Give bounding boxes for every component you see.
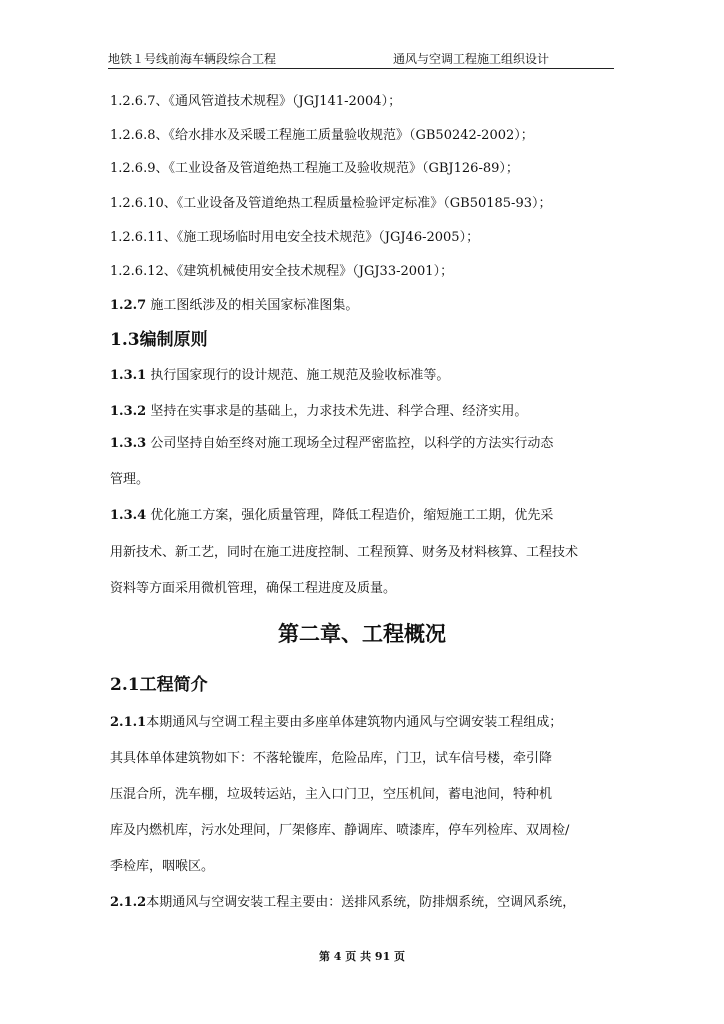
clause-1-3-4 <box>110 504 553 523</box>
section-heading-1-3: 1.3编制原则 <box>110 330 208 350</box>
clause-text-continued: 季检库，咽喉区。 <box>110 859 215 874</box>
reference-item: 1.2.6.9、《工业设备及管道绝热工程施工及验收规范》（GBJ126-89）； <box>110 161 519 176</box>
reference-item: 1.2.6.12、《建筑机械使用安全技术规程》（JGJ33-2001）； <box>110 264 454 279</box>
clause-number: 2.1.2 <box>110 895 147 910</box>
clause-1-3-2 <box>110 400 527 419</box>
clause-text: 执行国家现行的设计规范、施工规范及验收标准等。 <box>146 368 450 383</box>
clause-text-continued: 库及内燃机库，污水处理间，厂架修库、静调库、喷漆库，停车列检库、双周检/ <box>110 823 570 838</box>
page-header <box>108 48 614 69</box>
reference-item: 1.2.6.8、《给水排水及采暖工程施工质量验收规范》（GB50242-2002）； <box>110 128 534 143</box>
clause-text-continued: 管理。 <box>110 472 150 487</box>
clause-text-continued: 用新技术、新工艺，同时在施工进度控制、工程预算、财务及材料核算、工程技术 <box>110 545 579 560</box>
clause-number: 1.3.1 <box>110 368 147 383</box>
clause-text-continued: 资料等方面采用微机管理，确保工程进度及质量。 <box>110 581 397 596</box>
reference-item: 1.2.6.10、《工业设备及管道绝热工程质量检验评定标准》（GB50185-93）； <box>110 196 552 211</box>
clause-2-1-1 <box>110 711 562 730</box>
reference-item: 1.2.6.7、《通风管道技术规程》（JGJ141-2004）； <box>110 94 402 109</box>
clause-number: 1.2.7 <box>110 298 147 313</box>
clause-text-continued: 其具体单体建筑物如下：不落轮镟库，危险品库，门卫，试车信号楼，牵引降 <box>110 751 553 766</box>
clause-text: 施工图纸涉及的相关国家标准图集。 <box>146 298 359 313</box>
reference-item: 1.2.6.11、《施工现场临时用电安全技术规范》（JGJ46-2005）； <box>110 230 480 245</box>
clause-2-1-2 <box>110 891 575 910</box>
clause-text: 本期通风与空调安装工程主要由：送排风系统，防排烟系统，空调风系统， <box>146 895 576 910</box>
clause-number: 1.3.4 <box>110 508 147 523</box>
clause-1-3-3 <box>110 432 553 451</box>
clause-1-2-7 <box>110 294 358 313</box>
clause-1-3-1 <box>110 364 449 383</box>
section-heading-2-1: 2.1工程简介 <box>110 675 208 695</box>
clause-number: 1.3.3 <box>110 436 147 451</box>
clause-text: 公司坚持自始至终对施工现场全过程严密监控，以科学的方法实行动态 <box>146 436 554 451</box>
clause-text-continued: 压混合所，洗车棚，垃圾转运站，主入口门卫，空压机间，蓄电池间，特种机 <box>110 787 553 802</box>
clause-number: 1.3.2 <box>110 404 147 419</box>
header-project-title: 地铁１号线前海车辆段综合工程 <box>108 52 277 66</box>
page-number-footer: 第 4 页 共 91 页 <box>318 950 406 963</box>
chapter-title: 第二章、工程概况 <box>278 621 446 646</box>
clause-number: 2.1.1 <box>110 715 147 730</box>
clause-text: 坚持在实事求是的基础上，力求技术先进、科学合理、经济实用。 <box>146 404 528 419</box>
header-document-title: 通风与空调工程施工组织设计 <box>393 52 550 66</box>
clause-text: 本期通风与空调工程主要由多座单体建筑物内通风与空调安装工程组成； <box>146 715 563 730</box>
clause-text: 优化施工方案，强化质量管理，降低工程造价，缩短施工工期，优先采 <box>146 508 554 523</box>
